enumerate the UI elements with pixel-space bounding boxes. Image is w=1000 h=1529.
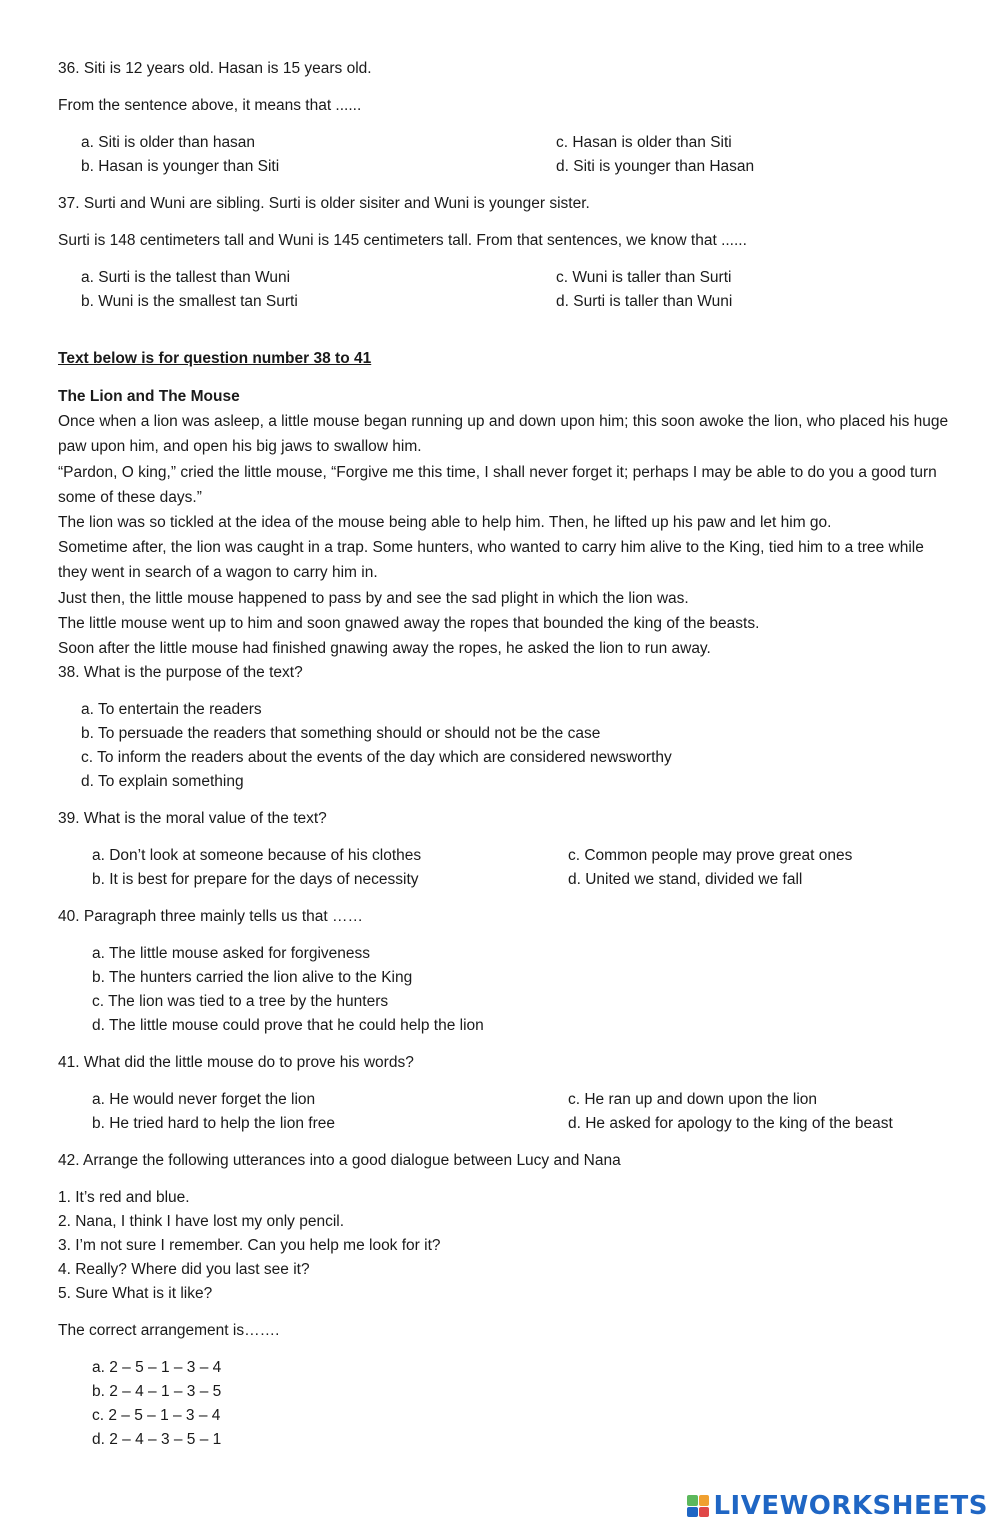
logo-square-icon — [699, 1495, 710, 1506]
logo-square-icon — [699, 1507, 710, 1518]
q40-option-a[interactable]: a. The little mouse asked for forgiveness — [92, 945, 370, 963]
utterance-item: 5. Sure What is it like? — [58, 1285, 213, 1303]
q42-utterances — [58, 1186, 950, 1306]
q40-stem: 40. Paragraph three mainly tells us that …… — [58, 908, 363, 926]
q41-option-a[interactable]: a. He would never forget the lion — [92, 1091, 316, 1109]
q38-option-c[interactable]: c. To inform the readers about the events of the day which are considered newsworthy — [81, 749, 672, 767]
utterance-item: 3. I’m not sure I remember. Can you help me look for it? — [58, 1237, 441, 1255]
story-paragraph: Soon after the little mouse had finished gnawing away the ropes, he asked the lion to run away. — [58, 640, 711, 658]
q37-option-d[interactable]: d. Surti is taller than Wuni — [556, 293, 733, 310]
q40-option-b[interactable]: b. The hunters carried the lion alive to the King — [92, 969, 413, 987]
q39-option-d[interactable]: d. United we stand, divided we fall — [568, 871, 803, 889]
q41-options — [58, 1088, 950, 1136]
q42-option-c[interactable]: c. 2 – 5 – 1 – 3 – 4 — [92, 1407, 221, 1425]
q36-option-b[interactable]: b. Hasan is younger than Siti — [81, 158, 280, 175]
q36-option-a[interactable]: a. Siti is older than hasan — [81, 134, 256, 151]
q37-option-c[interactable]: c. Wuni is taller than Surti — [556, 269, 732, 286]
story-paragraph: Just then, the little mouse happened to pass by and see the sad plight in which the lion was. — [58, 589, 689, 607]
q38-option-d[interactable]: d. To explain something — [81, 773, 244, 791]
q40-option-d[interactable]: d. The little mouse could prove that he could help the lion — [92, 1017, 484, 1035]
q39-option-b[interactable]: b. It is best for prepare for the days of necessity — [92, 871, 419, 889]
story-text — [58, 384, 950, 661]
q39-option-c[interactable]: c. Common people may prove great ones — [568, 847, 853, 865]
q39-stem: 39. What is the moral value of the text? — [58, 810, 327, 828]
q38-option-a[interactable]: a. To entertain the readers — [81, 701, 262, 719]
section-heading: Text below is for question number 38 to 41 — [58, 350, 372, 367]
q39-options — [58, 844, 950, 892]
story-paragraph: Once when a lion was asleep, a little mouse began running up and down upon him; this soon awoke the lion, who placed his huge paw upon him, and open his big jaws to swallow him. — [58, 413, 949, 456]
q42-options — [58, 1356, 950, 1452]
q37-option-b[interactable]: b. Wuni is the smallest tan Surti — [81, 293, 298, 310]
utterance-item: 4. Really? Where did you last see it? — [58, 1261, 310, 1279]
q42-option-d[interactable]: d. 2 – 4 – 3 – 5 – 1 — [92, 1431, 222, 1449]
q38-options — [58, 698, 950, 794]
story-paragraph: “Pardon, O king,” cried the little mouse, “Forgive me this time, I shall never forget it; perhaps I may be able to do you a good turn some of these days.” — [58, 463, 937, 506]
q39-option-a[interactable]: a. Don’t look at someone because of his clothes — [92, 847, 422, 865]
q36-options — [58, 131, 950, 179]
q36-option-c[interactable]: c. Hasan is older than Siti — [556, 134, 732, 151]
logo-square-icon — [687, 1495, 698, 1506]
q41-option-c[interactable]: c. He ran up and down upon the lion — [568, 1091, 818, 1109]
q37-options — [58, 266, 950, 314]
q42-stem: 42. Arrange the following utterances into a good dialogue between Lucy and Nana — [58, 1152, 621, 1170]
logo-text: LIVEWORKSHEETS — [713, 1491, 988, 1521]
q37-option-a[interactable]: a. Surti is the tallest than Wuni — [81, 269, 291, 286]
q40-options — [58, 942, 950, 1038]
q42-option-b[interactable]: b. 2 – 4 – 1 – 3 – 5 — [92, 1383, 222, 1401]
story-paragraph: The lion was so tickled at the idea of the mouse being able to help him. Then, he lifted up his paw and let him go. — [58, 514, 832, 532]
liveworksheets-logo — [687, 1491, 988, 1521]
q36-prompt: From the sentence above, it means that ...... — [58, 97, 362, 114]
utterance-item: 1. It’s red and blue. — [58, 1189, 190, 1207]
q38-stem: 38. What is the purpose of the text? — [58, 664, 303, 682]
q42-prompt: The correct arrangement is……. — [58, 1322, 280, 1340]
logo-mark-icon — [687, 1495, 709, 1517]
story-paragraph: Sometime after, the lion was caught in a trap. Some hunters, who wanted to carry him alive to the King, tied him to a tree while they went in search of a wagon to carry him in. — [58, 539, 924, 582]
story-paragraph: The little mouse went up to him and soon gnawed away the ropes that bounded the king of the beasts. — [58, 614, 760, 632]
q41-stem: 41. What did the little mouse do to prove his words? — [58, 1054, 414, 1072]
story-title: The Lion and The Mouse — [58, 388, 240, 405]
q36-stem: 36. Siti is 12 years old. Hasan is 15 years old. — [58, 60, 372, 77]
q37-prompt: Surti is 148 centimeters tall and Wuni is 145 centimeters tall. From that sentences, we know that ...... — [58, 232, 747, 249]
worksheet-page — [58, 57, 950, 1465]
q41-option-b[interactable]: b. He tried hard to help the lion free — [92, 1115, 335, 1133]
logo-square-icon — [687, 1507, 698, 1518]
q38-option-b[interactable]: b. To persuade the readers that something should or should not be the case — [81, 725, 601, 743]
q41-option-d[interactable]: d. He asked for apology to the king of the beast — [568, 1115, 893, 1133]
q36-option-d[interactable]: d. Siti is younger than Hasan — [556, 158, 755, 175]
q42-option-a[interactable]: a. 2 – 5 – 1 – 3 – 4 — [92, 1359, 222, 1377]
q37-stem: 37. Surti and Wuni are sibling. Surti is older sisiter and Wuni is younger sister. — [58, 195, 590, 212]
q40-option-c[interactable]: c. The lion was tied to a tree by the hunters — [92, 993, 389, 1011]
utterance-item: 2. Nana, I think I have lost my only pencil. — [58, 1213, 345, 1231]
